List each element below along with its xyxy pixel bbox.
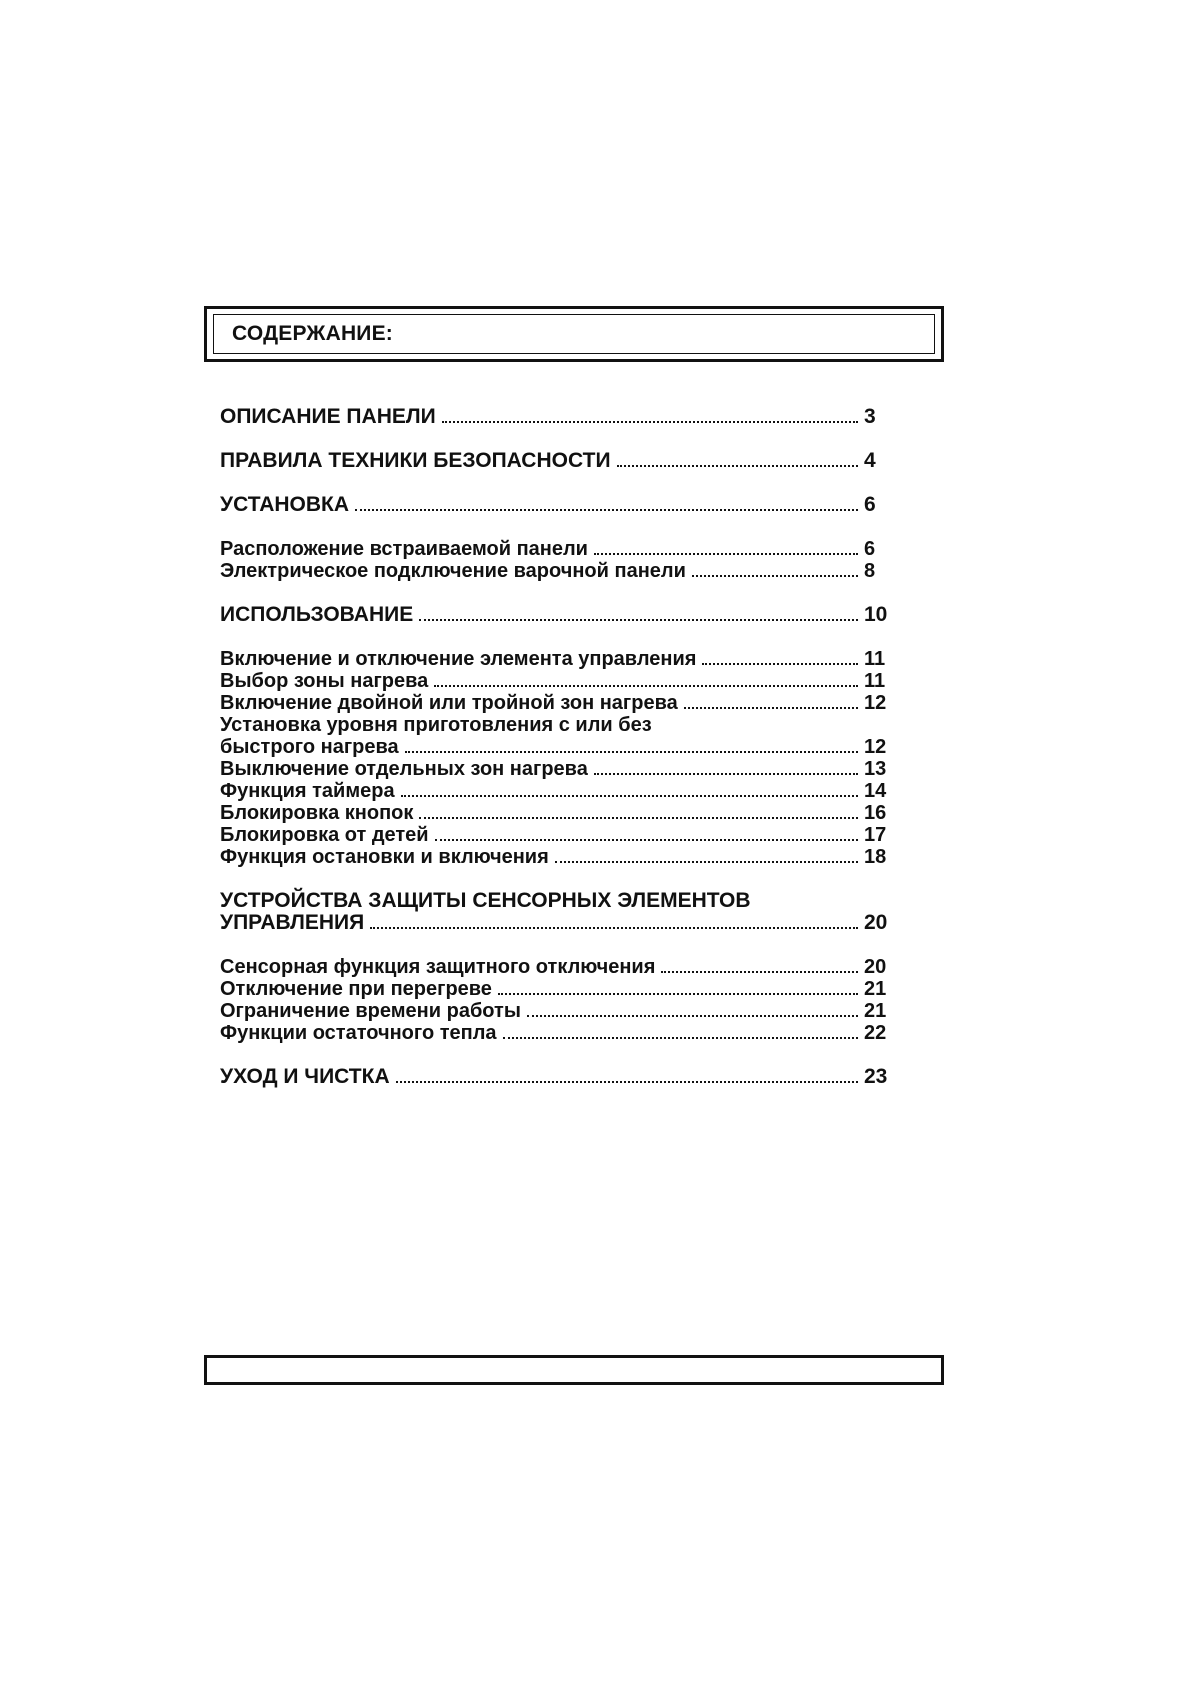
toc-entry-title: Расположение встраиваемой панели [220,538,588,560]
toc-entry-page: 3 [864,405,876,428]
toc-entry-title: Включение и отключение элемента управления [220,648,697,670]
toc-entry-title: Функции остаточного тепла [220,1022,497,1044]
toc-entry-page: 20 [864,911,888,934]
toc-entry-page: 11 [864,648,886,670]
toc-entry-page: 16 [864,802,887,824]
toc-entry-page: 18 [864,846,887,868]
toc-entry-electrical-connection[interactable] [220,560,896,582]
toc-leader-dots [396,1081,858,1083]
toc-leader-dots [594,553,858,555]
toc-entry-title: Выключение отдельных зон нагрева [220,758,588,780]
toc-entry-title: Выбор зоны нагрева [220,670,429,692]
toc-entry-control-on-off[interactable] [220,648,896,670]
toc-entry-page: 17 [864,824,887,846]
toc-leader-dots [442,421,858,423]
table-of-contents [220,406,896,1088]
toc-entry-title: ИСПОЛЬЗОВАНИЕ [220,603,414,626]
toc-entry-title: ПРАВИЛА ТЕХНИКИ БЕЗОПАСНОСТИ [220,449,611,472]
toc-entry-page: 13 [864,758,887,780]
toc-leader-dots [684,707,858,709]
toc-leader-dots [702,663,858,665]
toc-entry-title: Электрическое подключение варочной панели [220,560,686,582]
toc-entry-page: 23 [864,1065,888,1088]
toc-leader-dots [419,619,858,621]
toc-leader-dots [434,685,858,687]
toc-entry-safety-shutoff[interactable] [220,956,896,978]
toc-entry-title: Функция остановки и включения [220,846,549,868]
toc-leader-dots [419,817,858,819]
toc-entry-page: 12 [864,736,887,758]
toc-entry-touch-protection-line1[interactable]: УСТРОЙСТВА ЗАЩИТЫ СЕНСОРНЫХ ЭЛЕМЕНТОВ [220,889,751,912]
toc-entry-page: 21 [864,1000,887,1022]
toc-leader-dots [370,927,858,929]
toc-entry-overheat[interactable] [220,978,896,1000]
toc-entry-title: Блокировка от детей [220,824,429,846]
toc-entry-title: Отключение при перегреве [220,978,492,1000]
toc-leader-dots [355,509,858,511]
toc-entry-safety-rules[interactable] [220,450,896,472]
toc-entry-dual-triple-zone[interactable] [220,692,896,714]
toc-entry-page: 10 [864,603,888,626]
toc-leader-dots [555,861,858,863]
toc-entry-page: 6 [864,538,876,560]
toc-entry-key-lock[interactable] [220,802,896,824]
toc-entry-timer[interactable] [220,780,896,802]
toc-entry-title: УСТАНОВКА [220,493,350,516]
toc-entry-child-lock[interactable] [220,824,896,846]
toc-entry-page: 4 [864,449,876,472]
toc-entry-zone-off[interactable] [220,758,896,780]
toc-entry-title: ОПИСАНИЕ ПАНЕЛИ [220,405,436,428]
contents-header [213,314,935,354]
toc-entry-touch-protection[interactable] [220,912,896,934]
toc-entry-page: 22 [864,1022,887,1044]
toc-leader-dots [594,773,858,775]
toc-entry-title: Функция таймера [220,780,395,802]
toc-entry-title: УПРАВЛЕНИЯ [220,911,365,934]
toc-entry-page: 21 [864,978,887,1000]
toc-entry-care-cleaning[interactable] [220,1066,896,1088]
toc-leader-dots [661,971,858,973]
toc-entry-title: Ограничение времени работы [220,1000,521,1022]
toc-entry-installation[interactable] [220,494,896,516]
toc-leader-dots [401,795,858,797]
toc-leader-dots [527,1015,858,1017]
toc-entry-built-in-placement[interactable] [220,538,896,560]
toc-entry-page: 14 [864,780,887,802]
contents-header-frame [204,306,944,362]
toc-entry-title: Сенсорная функция защитного отключения [220,956,656,978]
toc-entry-title: УХОД И ЧИСТКА [220,1065,390,1088]
toc-entry-page: 8 [864,560,876,582]
contents-title: СОДЕРЖАНИЕ: [232,322,394,345]
toc-entry-page: 6 [864,493,876,516]
toc-entry-stop-go[interactable] [220,846,896,868]
toc-leader-dots [405,751,858,753]
toc-entry-residual-heat[interactable] [220,1022,896,1044]
toc-entry-title: Включение двойной или тройной зон нагрева [220,692,678,714]
toc-leader-dots [617,465,858,467]
toc-entry-page: 11 [864,670,886,692]
toc-entry-page: 20 [864,956,887,978]
toc-entry-usage[interactable] [220,604,896,626]
toc-entry-title: Блокировка кнопок [220,802,414,824]
toc-leader-dots [435,839,858,841]
footer-frame [204,1355,944,1385]
toc-entry-cooking-level-line1[interactable]: Установка уровня приготовления с или без [220,714,652,736]
toc-leader-dots [498,993,858,995]
toc-entry-zone-selection[interactable] [220,670,896,692]
toc-leader-dots [692,575,858,577]
toc-entry-time-limit[interactable] [220,1000,896,1022]
toc-leader-dots [503,1037,858,1039]
toc-entry-cooking-level[interactable] [220,736,896,758]
toc-entry-page: 12 [864,692,887,714]
toc-entry-title: быстрого нагрева [220,736,399,758]
toc-entry-panel-description[interactable] [220,406,896,428]
